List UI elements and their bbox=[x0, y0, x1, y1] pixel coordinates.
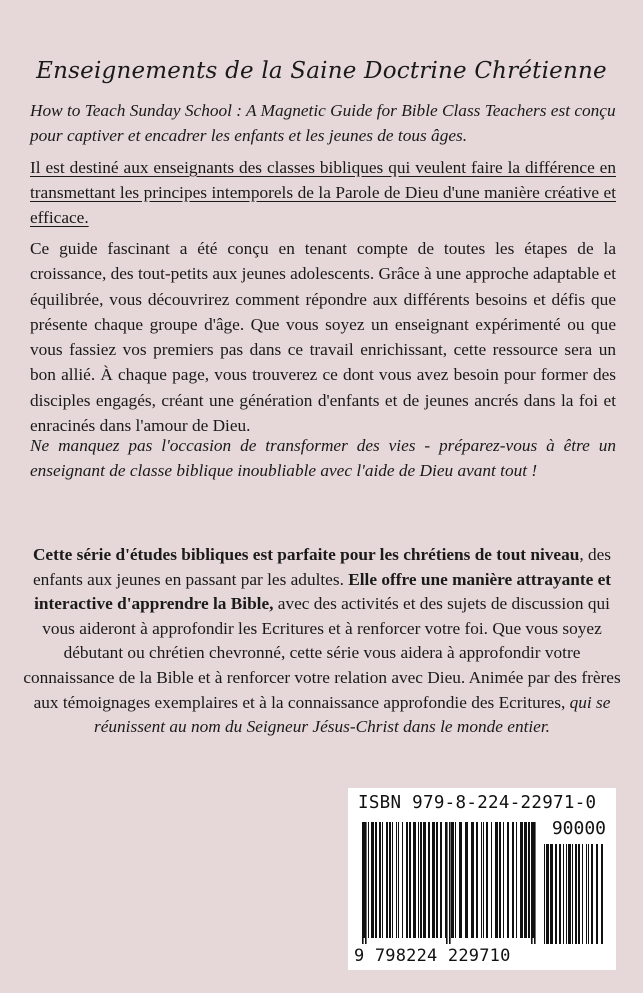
barcode-bar bbox=[432, 822, 435, 938]
barcode-bar bbox=[451, 822, 454, 938]
barcode-bar bbox=[596, 844, 598, 944]
barcode-bar bbox=[389, 822, 391, 938]
barcode-bar bbox=[572, 844, 573, 944]
barcode-bar bbox=[550, 844, 553, 944]
barcode-bar bbox=[491, 822, 492, 938]
barcode-bar bbox=[586, 844, 587, 944]
barcode-bar bbox=[601, 844, 603, 944]
barcode-bar bbox=[495, 822, 498, 938]
barcode-graphic bbox=[348, 788, 616, 970]
barcode-bar bbox=[588, 844, 589, 944]
call-to-action-paragraph: Ne manquez pas l'occasion de transformer des vies - préparez-vous à être un enseignant de classe biblique inoubliable avec l'aide de Dieu avant tout ! bbox=[30, 436, 616, 480]
series-text-2: avec des activités et des sujets de discussion qui vous aideront à approfondir les Ecritures et à renforcer votre foi. Que vous soyez débutant ou chrétien chevronné, cette série vous aidera à approfondir votre connaissance de la Bible et à renforcer votre relation avec Dieu. Animée par des frères aux témoignages exemplaires et à la connaissance approfondie des Ecritures, bbox=[23, 594, 621, 712]
barcode-bar bbox=[402, 822, 403, 938]
barcode-bar bbox=[465, 822, 468, 938]
barcode-bar bbox=[544, 844, 545, 944]
barcode-bar bbox=[418, 822, 419, 938]
barcode-bar bbox=[386, 822, 388, 938]
barcode-bar bbox=[459, 822, 462, 938]
barcode-bar bbox=[507, 822, 509, 938]
barcode-bar bbox=[392, 822, 393, 938]
barcode-bar bbox=[566, 844, 567, 944]
series-text-1: , des enfants aux jeunes en passant par les adultes. bbox=[32, 545, 612, 589]
book-title: Enseignements de la Saine Doctrine Chrétienne bbox=[36, 58, 607, 84]
barcode-bar bbox=[440, 822, 442, 938]
barcode-guard-bar bbox=[449, 822, 451, 944]
barcode-bar bbox=[368, 822, 369, 938]
series-italic: qui se réunissent au nom du Seigneur Jésus-Christ dans le monde entier. bbox=[94, 692, 611, 737]
barcode-bar bbox=[520, 822, 523, 938]
barcode-bar bbox=[371, 822, 374, 938]
audience-paragraph: Il est destiné aux enseignants des classes bibliques qui veulent faire la différence en transmettant les principes intemporels de la Parole de Dieu d'une manière créative et efficace. bbox=[30, 158, 616, 227]
barcode-digits: 9 798224 229710 bbox=[354, 946, 511, 966]
barcode-bar bbox=[512, 822, 514, 938]
barcode-bar bbox=[413, 822, 416, 938]
barcode-bar bbox=[406, 822, 408, 938]
barcode-bar bbox=[524, 822, 527, 938]
barcode-bar bbox=[423, 822, 426, 938]
barcode-bar bbox=[471, 822, 474, 938]
barcode-bar bbox=[481, 822, 482, 938]
barcode-bar bbox=[486, 822, 488, 938]
barcode-bar bbox=[559, 844, 561, 944]
barcode-bar bbox=[516, 822, 517, 938]
barcode-bar bbox=[568, 844, 571, 944]
barcode-bar bbox=[591, 844, 593, 944]
barcode-guard-bar bbox=[365, 822, 367, 944]
barcode-bar bbox=[409, 822, 411, 938]
barcode-bar bbox=[476, 822, 478, 938]
barcode-bar bbox=[563, 844, 564, 944]
barcode-bar bbox=[375, 822, 377, 938]
barcode-bar bbox=[582, 844, 583, 944]
barcode-bar bbox=[396, 822, 397, 938]
barcode-bar bbox=[555, 844, 557, 944]
barcode-bar bbox=[398, 822, 399, 938]
barcode-bar bbox=[420, 822, 422, 938]
barcode-bar bbox=[528, 822, 530, 938]
barcode-bar bbox=[483, 822, 484, 938]
series-bold-2: Elle offre une manière attrayante et interactive d'apprendre la Bible, bbox=[34, 569, 612, 614]
barcode-bar bbox=[455, 822, 456, 938]
barcode-bar bbox=[382, 822, 383, 938]
price-addon-code: 90000 bbox=[551, 818, 606, 839]
series-paragraph bbox=[22, 543, 622, 740]
barcode-bar bbox=[436, 822, 438, 938]
description-paragraph: Ce guide fascinant a été conçu en tenant compte de toutes les étapes de la croissance, des tout-petits aux jeunes adolescents. Grâce à une approche adaptable et équilibrée, vous découvrirez comment répondre aux différents besoins et défis que présente chaque groupe d'âge. Que vous soyez un enseignant expérimenté ou que vous fassiez vos premiers pas dans ce travail enrichissant, cette ressource sera un bon allié. À chaque page, vous trouverez ce dont vous avez besoin pour former des disciples engagés, créant une génération d'enfants et de jeunes ancrés dans la foi et enracinés dans l'amour de Dieu. bbox=[30, 239, 616, 436]
isbn-barcode-box bbox=[348, 788, 616, 970]
barcode-bar bbox=[546, 844, 549, 944]
barcode-bar bbox=[379, 822, 381, 938]
isbn-label: ISBN 979-8-224-22971-0 bbox=[358, 793, 597, 813]
barcode-bar bbox=[578, 844, 580, 944]
barcode-guard-bar bbox=[362, 822, 364, 944]
barcode-bar bbox=[503, 822, 504, 938]
barcode-guard-bar bbox=[534, 822, 536, 944]
barcode-bar bbox=[499, 822, 501, 938]
series-bold-1: Cette série d'études bibliques est parfaite pour les chrétiens de tout niveau bbox=[32, 545, 580, 564]
barcode-bar bbox=[575, 844, 577, 944]
barcode-guard-bar bbox=[531, 822, 533, 944]
intro-paragraph: How to Teach Sunday School : A Magnetic Guide for Bible Class Teachers est conçu pour captiver et encadrer les enfants et les jeunes de tous âges. bbox=[30, 101, 616, 145]
barcode-guard-bar bbox=[446, 822, 448, 944]
barcode-bar bbox=[428, 822, 430, 938]
